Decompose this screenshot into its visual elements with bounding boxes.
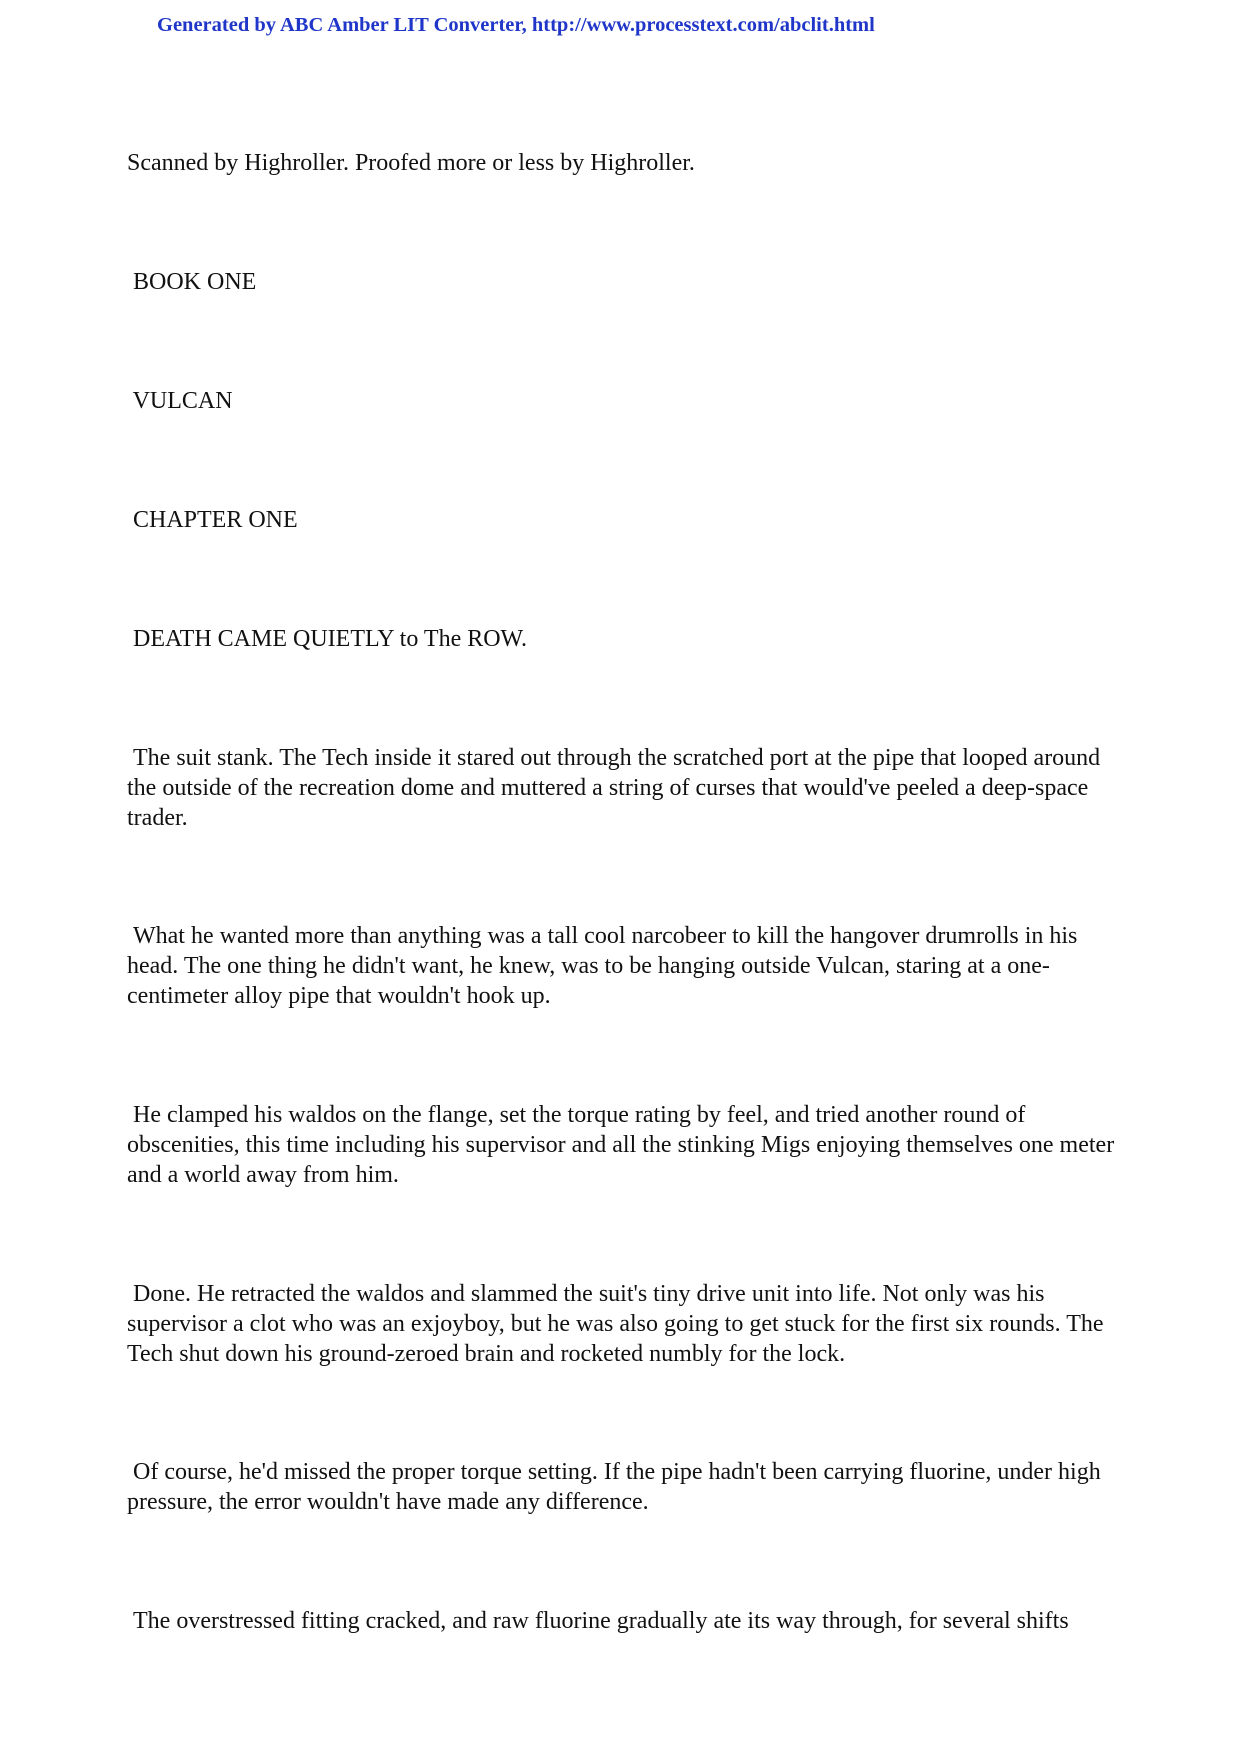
book-heading: BOOK ONE	[127, 269, 257, 295]
paragraph: The suit stank. The Tech inside it stared out through the scratched port at the pipe that looped around the outside of the recreation dome and muttered a string of curses that would've peeled a deep-space trader.	[127, 745, 1107, 831]
chapter-heading: CHAPTER ONE	[127, 507, 298, 533]
paragraph: Done. He retracted the waldos and slammed the suit's tiny drive unit into life. Not only was his supervisor a clot who was an exjoyboy, but he was also going to get stuck for the first six rounds. The Tech shut down his ground-zeroed brain and rocketed numbly for the lock.	[127, 1281, 1110, 1367]
converter-header-link[interactable]: Generated by ABC Amber LIT Converter, http://www.processtext.com/abclit.html	[157, 14, 875, 36]
paragraph: Of course, he'd missed the proper torque setting. If the pipe hadn't been carrying fluorine, under high pressure, the error wouldn't have made any difference.	[127, 1459, 1107, 1515]
opening-line: DEATH CAME QUIETLY to The ROW.	[127, 626, 528, 652]
scan-note: Scanned by Highroller. Proofed more or less by Highroller.	[127, 150, 695, 176]
paragraph: The overstressed fitting cracked, and raw fluorine gradually ate its way through, for several shifts	[127, 1608, 1069, 1634]
part-title: VULCAN	[127, 388, 233, 414]
paragraph: He clamped his waldos on the flange, set the torque rating by feel, and tried another round of obscenities, this time including his supervisor and all the stinking Migs enjoying themselves one meter and a world away from him.	[127, 1102, 1121, 1188]
paragraph: What he wanted more than anything was a tall cool narcobeer to kill the hangover drumrolls in his head. The one thing he didn't want, he knew, was to be hanging outside Vulcan, staring at a one-centimeter alloy pipe that wouldn't hook up.	[127, 923, 1084, 1009]
